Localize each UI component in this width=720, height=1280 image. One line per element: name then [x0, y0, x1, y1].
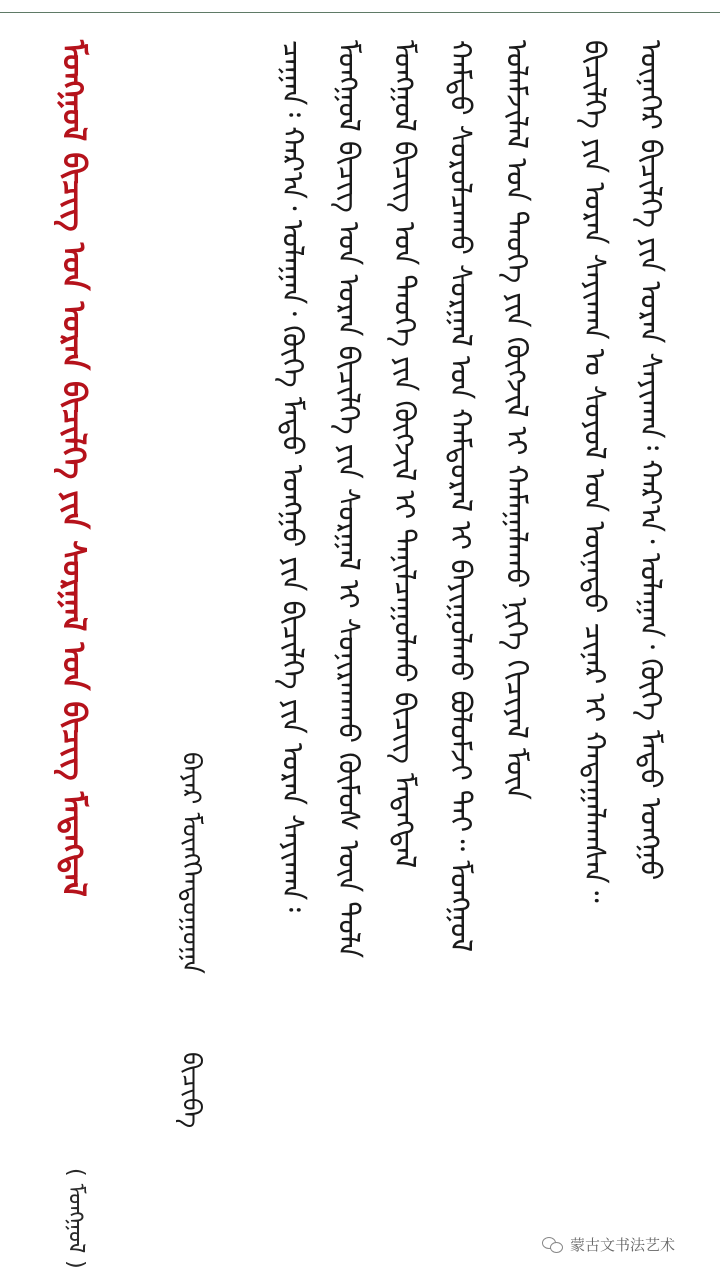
page-title: ᠮᠣᠩᠭᠣᠯ ᠪᠢᠴᠢᠭ ᠤᠨ ᠤᠷᠠᠨ ᠪᠢᠴᠢᠯᠭᠡ ᠶᠢᠨ ᠰᠤᠷᠭᠠᠯ ᠤᠨ ᠪᠢᠴᠢᠭ ᠮᠡᠳᠡᠭᠳᠡᠯ [55, 40, 93, 897]
watermark-text: 蒙古文书法艺术 [570, 1236, 676, 1254]
body-line-5: ᠤᠯᠠᠮᠵᠢᠯᠠᠯ ᠤᠨ ᠲᠡᠦᠬᠡ ᠶᠢᠨ ᠬᠥᠭᠵᠢᠯ ᠢ ᠬᠠᠮᠠᠭᠠᠯᠠᠬᠤ ᠨᠢᠭᠡ ᠬᠢᠴᠢᠶᠡᠯ ᠮᠥᠨ [500, 40, 534, 800]
author-role: ᠪᠢᠴᠢᠪᠡ [176, 1052, 206, 1129]
body-line-6: ᠪᠢᠴᠢᠯᠭᠡ ᠶᠢᠨ ᠤᠷᠠᠨ ᠰᠠᠶᠢᠬᠠᠨ ᠤ ᠰᠣᠶᠣᠯ ᠤᠨ ᠦᠨᠡᠲᠦ ᠴᠢᠨᠠᠷ ᠢ ᠬᠠᠳᠠᠭᠠᠯᠠᠭᠰᠠᠨ᠃ [578, 40, 612, 903]
top-rule [0, 12, 720, 13]
author-block [168, 752, 214, 1128]
body-line-7: ᠦᠨᠡᠭᠡᠷ ᠪᠢᠴᠢᠯᠭᠡ ᠶᠢᠨ ᠤᠷᠠᠨ ᠰᠠᠶᠢᠬᠠᠨ᠄ ᠬᠠᠷ᠎ᠠ᠂ ᠤᠯᠠᠭᠠᠨ᠂ ᠬᠥᠬᠡ ᠮᠡᠲᠦ ᠣᠩᠭᠣ [634, 40, 668, 881]
body-line-3: ᠮᠣᠩᠭᠣᠯ ᠪᠢᠴᠢᠭ ᠤᠨ ᠲᠡᠦᠬᠡ ᠶᠢᠨ ᠬᠥᠭᠵᠢᠯ ᠢ ᠲᠠᠨᠢᠯᠴᠠᠭᠤᠯᠬᠤ ᠪᠢᠴᠢᠭ ᠮᠡᠳᠡᠭᠳᠡᠯ [388, 40, 422, 869]
watermark [542, 1234, 675, 1255]
body-line-2: ᠮᠣᠩᠭᠣᠯ ᠪᠢᠴᠢᠭ ᠤᠨ ᠤᠷᠠᠨ ᠪᠢᠴᠢᠯᠭᠡ ᠶᠢᠨ ᠰᠤᠷᠭᠠᠯ ᠢ ᠰᠣᠨᠢᠷᠬᠠᠬᠤ ᠬᠦᠮᠦᠰ ᠦᠨ ᠲᠤᠯᠠ [332, 40, 366, 959]
author-name: ᠪᠠᠶᠠᠷ ᠮᠥᠩᠭᠡᠨᠲᠣᠭᠣᠭᠠ [176, 752, 206, 974]
title-note: ( ᠮᠣᠩᠭᠣᠯ ) [63, 1168, 88, 1269]
wechat-icon [542, 1237, 564, 1253]
body-line-4: ᠬᠠᠮᠲᠤ ᠰᠤᠷᠤᠯᠴᠠᠬᠤ ᠰᠤᠷᠭᠠᠯ ᠤᠨ ᠬᠠᠮᠲᠤᠷᠠᠯ ᠢ ᠪᠠᠶᠢᠭᠤᠯᠬᠤ ᠪᠣᠯᠣᠮᠵᠢ ᠲᠠᠶ᠃ ᠮᠣᠩᠭᠣᠯ [444, 40, 478, 953]
body-line-1: ᠴᠠᠭᠠᠨ᠄ ᠬᠠᠷ᠎ᠠ᠂ ᠤᠯᠠᠭᠠᠨ᠂ ᠬᠥᠬᠡ ᠮᠡᠲᠦ ᠣᠩᠭᠣ ᠶᠢᠨ ᠪᠢᠴᠢᠯᠭᠡ ᠶᠢᠨ ᠤᠷᠠᠨ ᠰᠠᠶᠢᠬᠠᠨ᠄ [276, 40, 310, 912]
